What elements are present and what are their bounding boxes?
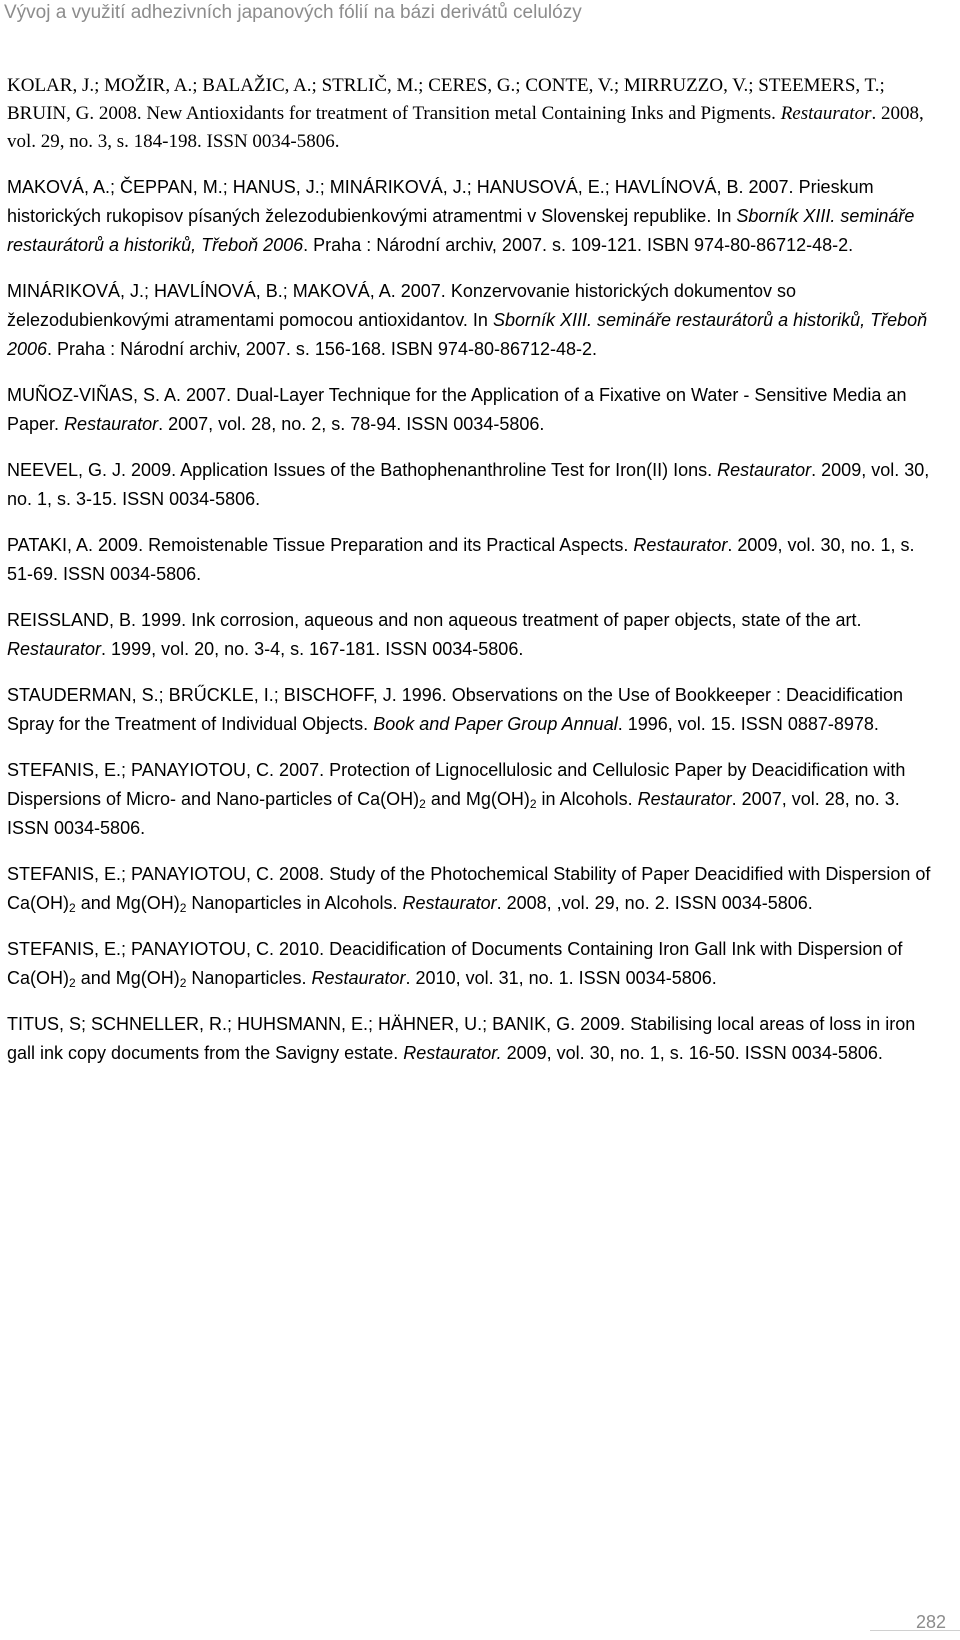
ref-title: Stabilising local areas of loss in iron gall ink copy documents from the Savigny estate. xyxy=(7,1014,916,1063)
reference-kolar-2008 xyxy=(7,72,932,156)
ref-title: Application Issues of the Bathophenanthroline Test for Iron(II) Ions. xyxy=(180,460,713,480)
ref-title: Remoistenable Tissue Preparation and its Practical Aspects. xyxy=(148,535,629,555)
reference-neevel-2009 xyxy=(7,456,932,514)
ref-title: Konzervovanie historických dokumentov so železodubienkovými atramentami pomocou antioxidantov. In xyxy=(7,281,797,330)
ref-details: . 2009, vol. 30, no. 1, s. 3-15. ISSN 0034-5806. xyxy=(7,460,930,509)
ref-title: Deacidification of Documents Containing Iron Gall Ink with Dispersion of $Ca(OH)_2$ and $Mg(OH)_2$ Nanoparticles. xyxy=(7,939,903,990)
ref-details: . 2007, vol. 28, no. 2, s. 78-94. ISSN 0034-5806. xyxy=(158,414,545,434)
reference-munoz-vinas-2007 xyxy=(7,381,932,439)
ref-authors: STEFANIS, E.; PANAYIOTOU, C. 2007. xyxy=(7,760,325,780)
ref-title: Observations on the Use of Bookkeeper : Deacidification Spray for the Treatment of Individual Objects. xyxy=(7,685,904,734)
ref-details: . 2009, vol. 30, no. 1, s. 51-69. ISSN 0034-5806. xyxy=(7,535,915,584)
ref-details: . Praha : Národní archiv, 2007. s. 156-168. ISBN 974-80-86712-48-2. xyxy=(47,339,598,359)
ref-authors: STAUDERMAN, S.; BRŰCKLE, I.; BISCHOFF, J. 1996. xyxy=(7,685,447,705)
ref-authors: MAKOVÁ, A.; ČEPPAN, M.; HANUS, J.; MINÁRIKOVÁ, J.; HANUSOVÁ, E.; HAVLÍNOVÁ, B. 2007. xyxy=(7,177,794,197)
reference-list xyxy=(7,72,932,1085)
page-number: 282 xyxy=(915,1612,946,1632)
ref-details: . 2007, vol. 28, no. 3. ISSN 0034-5806. xyxy=(7,789,900,838)
reference-makova-2007 xyxy=(7,173,932,260)
ref-journal: Restaurator xyxy=(637,789,732,809)
reference-stefanis-2010 xyxy=(7,935,932,993)
reference-stefanis-2007 xyxy=(7,756,932,843)
ref-journal: Restaurator. xyxy=(403,1043,502,1063)
ref-details: . 2010, vol. 31, no. 1. ISSN 0034-5806. xyxy=(405,968,717,988)
ref-authors: TITUS, S; SCHNELLER, R.; HUHSMANN, E.; HÄHNER, U.; BANIK, G. 2009. xyxy=(7,1014,626,1034)
ref-journal: Restaurator xyxy=(633,535,728,555)
running-header: Vývoj a využití adhezivních japanových fólií na bázi derivátů celulózy xyxy=(4,2,582,23)
ref-journal: Restaurator xyxy=(7,639,102,659)
ref-details: . 1996, vol. 15. ISSN 0887-8978. xyxy=(617,714,879,734)
ref-book: Sborník XIII. semináře restaurátorů a historiků, Třeboň 2006 xyxy=(7,310,928,359)
ref-authors: PATAKI, A. 2009. xyxy=(7,535,144,555)
ref-journal: Restaurator xyxy=(717,460,812,480)
ref-authors: KOLAR, J.; MOŽIR, A.; BALAŽIC, A.; STRLIČ, M.; CERES, G.; CONTE, V.; MIRRUZZO, V.; STEEMERS, T.; BRUIN, G. 2008. xyxy=(7,75,885,124)
ref-title: Dual-Layer Technique for the Application of a Fixative on Water - Sensitive Media an Paper. xyxy=(7,385,907,434)
ref-book: Sborník XIII. semináře restaurátorů a historiků, Třeboň 2006 xyxy=(7,206,915,255)
ref-details: . 2008, ,vol. 29, no. 2. ISSN 0034-5806. xyxy=(496,893,813,913)
ref-authors: REISSLAND, B. 1999. xyxy=(7,610,187,630)
ref-details: . Praha : Národní archiv, 2007. s. 109-121. ISBN 974-80-86712-48-2. xyxy=(303,235,854,255)
ref-authors: STEFANIS, E.; PANAYIOTOU, C. 2008. xyxy=(7,864,325,884)
ref-title: Study of the Photochemical Stability of Paper Deacidified with Dispersion of $Ca(OH)_2$ and $Mg(OH)_2$ Nanoparticles in Alcohols. xyxy=(7,864,931,915)
ref-journal: Restaurator xyxy=(311,968,406,988)
reference-stauderman-1996 xyxy=(7,681,932,739)
ref-journal: Book and Paper Group Annual xyxy=(373,714,618,734)
ref-authors: NEEVEL, G. J. 2009. xyxy=(7,460,177,480)
ref-journal: Restaurator xyxy=(402,893,497,913)
reference-reissland-1999 xyxy=(7,606,932,664)
reference-stefanis-2008 xyxy=(7,860,932,918)
ref-authors: MINÁRIKOVÁ, J.; HAVLÍNOVÁ, B.; MAKOVÁ, A. 2007. xyxy=(7,281,446,301)
ref-title: Prieskum historických rukopisov písaných železodubienkovými atramentmi v Slovenskej republike. In xyxy=(7,177,874,226)
ref-journal: Restaurator xyxy=(780,103,872,124)
reference-minarikova-2007 xyxy=(7,277,932,364)
ref-title: New Antioxidants for treatment of Transition metal Containing Inks and Pigments. xyxy=(146,103,776,124)
ref-details: . 1999, vol. 20, no. 3-4, s. 167-181. ISSN 0034-5806. xyxy=(101,639,524,659)
ref-authors: STEFANIS, E.; PANAYIOTOU, C. 2010. xyxy=(7,939,325,959)
ref-details: . 2008, vol. 29, no. 3, s. 184-198. ISSN 0034-5806. xyxy=(7,103,924,152)
ref-title: Protection of Lignocellulosic and Cellulosic Paper by Deacidification with Dispersions of Micro- and Nano-particles of $Ca(OH)_2$ and $Mg(OH)_2$ in Alcohols. xyxy=(7,760,906,811)
ref-details: 2009, vol. 30, no. 1, s. 16-50. ISSN 0034-5806. xyxy=(501,1043,883,1063)
reference-pataki-2009 xyxy=(7,531,932,589)
reference-titus-2009 xyxy=(7,1010,932,1068)
ref-title: Ink corrosion, aqueous and non aqueous treatment of paper objects, state of the art. xyxy=(191,610,862,630)
ref-authors: MUÑOZ-VIÑAS, S. A. 2007. xyxy=(7,385,232,405)
ref-journal: Restaurator xyxy=(64,414,159,434)
